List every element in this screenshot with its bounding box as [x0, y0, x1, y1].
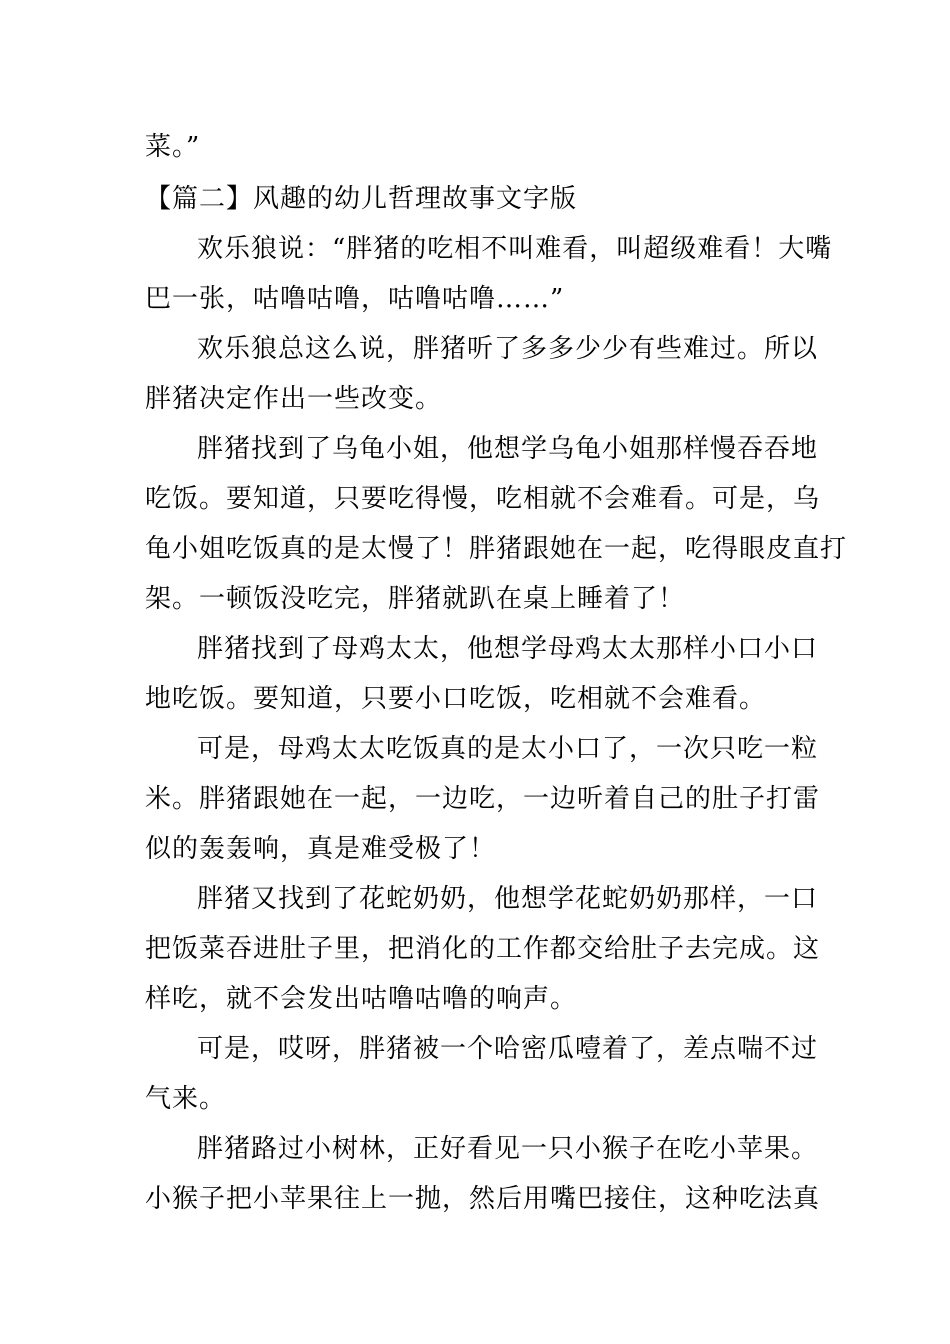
- text-line: 欢乐狼说：“胖猪的吃相不叫难看，叫超级难看！大嘴: [197, 234, 833, 264]
- text-line: 胖猪找到了乌龟小姐，他想学乌龟小姐那样慢吞吞地: [197, 434, 819, 464]
- text-line: 把饭菜吞进肚子里，把消化的工作都交给肚子去完成。这: [145, 934, 821, 964]
- text-line: 气来。: [145, 1084, 227, 1114]
- text-line: 可是，哎呀，胖猪被一个哈密瓜噎着了，差点喘不过: [197, 1034, 819, 1064]
- text-line: 欢乐狼总这么说，胖猪听了多多少少有些难过。所以: [197, 334, 819, 364]
- text-line: 地吃饭。要知道，只要小口吃饭，吃相就不会难看。: [145, 684, 767, 714]
- text-line: 吃饭。要知道，只要吃得慢，吃相就不会难看。可是，乌: [145, 484, 821, 514]
- text-line: 胖猪又找到了花蛇奶奶，他想学花蛇奶奶那样，一口: [197, 884, 819, 914]
- text-line: 菜。”: [145, 132, 201, 162]
- section-heading: 【篇二】风趣的幼儿哲理故事文字版: [145, 184, 578, 214]
- text-line: 龟小姐吃饭真的是太慢了！胖猪跟她在一起，吃得眼皮直打: [145, 534, 848, 564]
- text-line: 小猴子把小苹果往上一抛，然后用嘴巴接住，这种吃法真: [145, 1184, 821, 1214]
- text-line: 胖猪找到了母鸡太太，他想学母鸡太太那样小口小口: [197, 634, 819, 664]
- text-line: 胖猪路过小树林，正好看见一只小猴子在吃小苹果。: [197, 1134, 819, 1164]
- text-line: 架。一顿饭没吃完，胖猪就趴在桌上睡着了！: [145, 584, 686, 614]
- text-line: 米。胖猪跟她在一起，一边吃，一边听着自己的肚子打雷: [145, 784, 821, 814]
- text-line: 样吃，就不会发出咕噜咕噜的响声。: [145, 984, 578, 1014]
- text-line: 胖猪决定作出一些改变。: [145, 384, 443, 414]
- text-line: 巴一张，咕噜咕噜，咕噜咕噜……”: [145, 284, 565, 314]
- text-line: 似的轰轰响，真是难受极了！: [145, 834, 497, 864]
- text-line: 可是，母鸡太太吃饭真的是太小口了，一次只吃一粒: [197, 734, 819, 764]
